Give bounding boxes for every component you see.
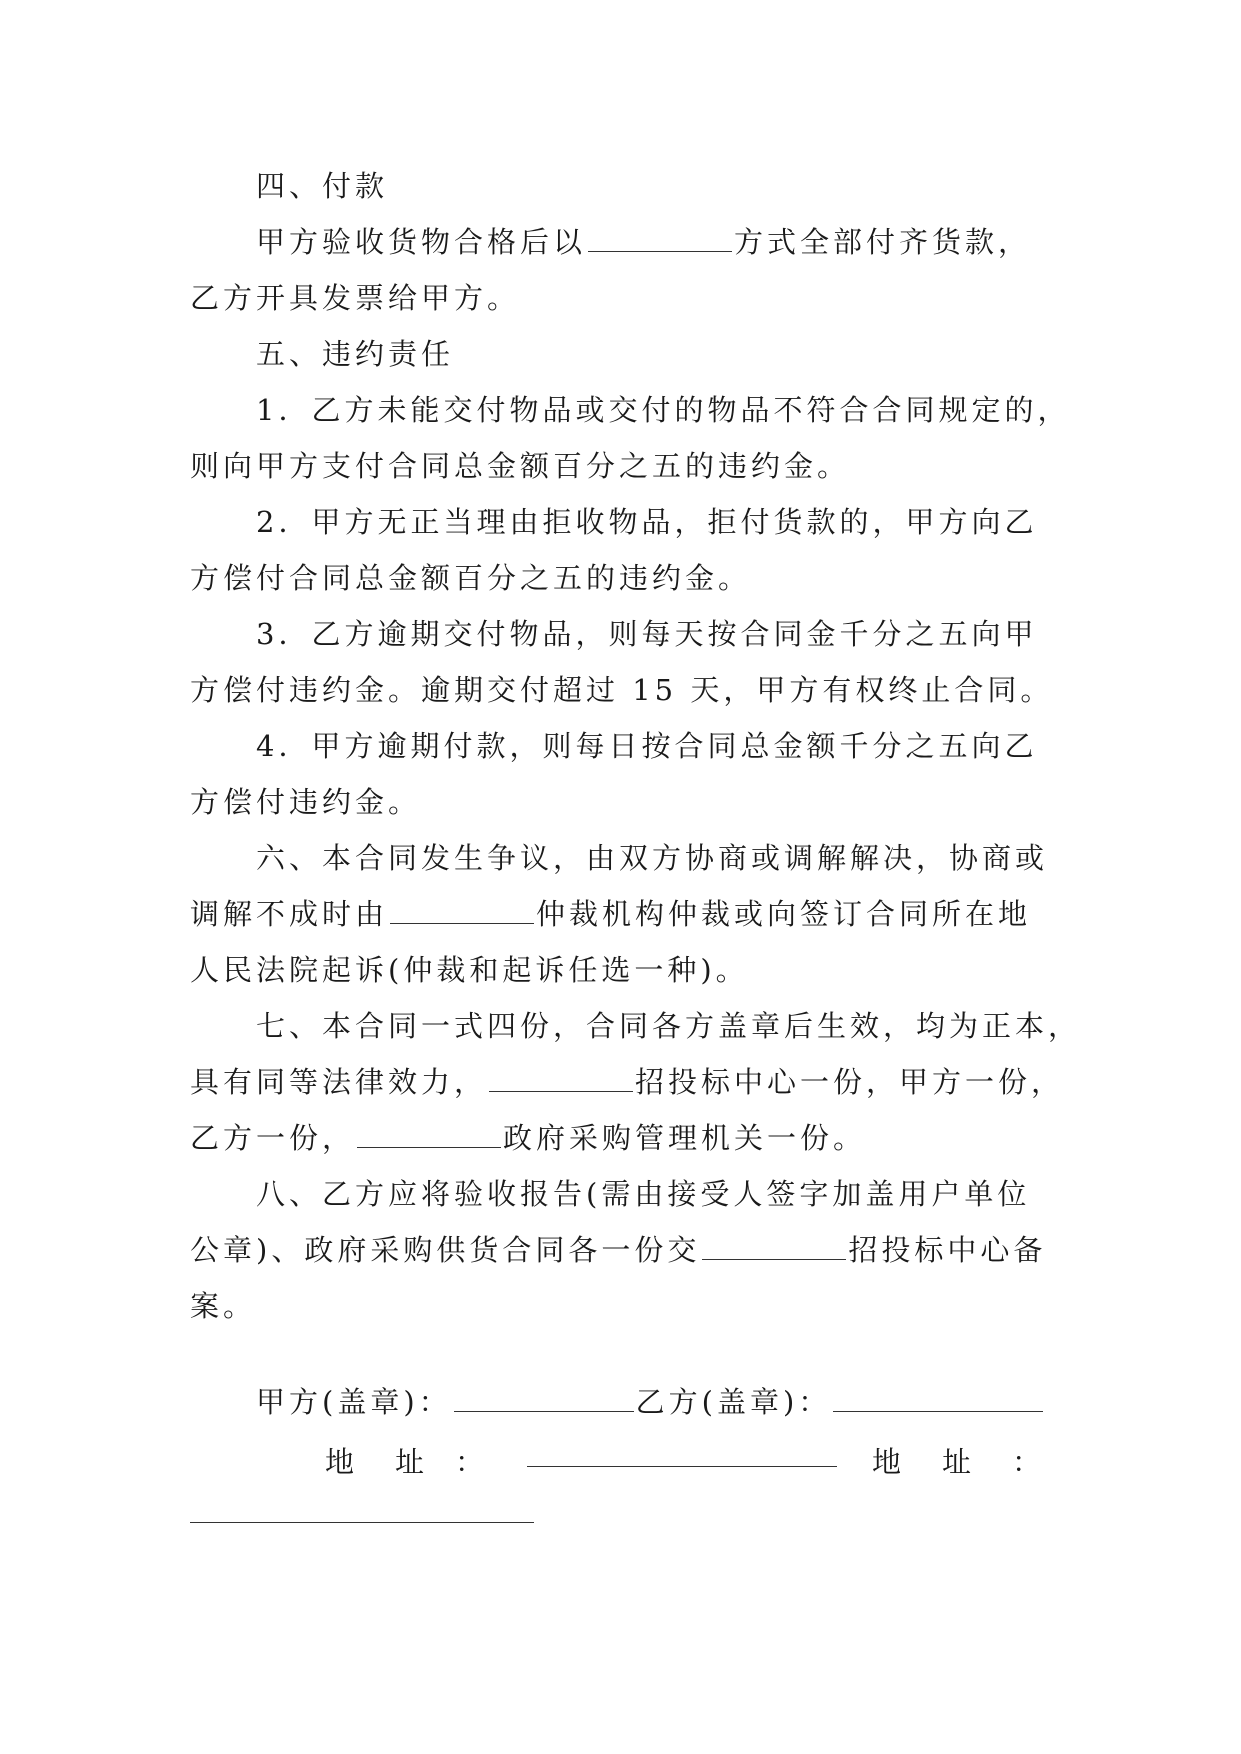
procurement-authority-blank: [357, 1121, 501, 1148]
section-6-line-1: 六、本合同发生争议，由双方协商或调解解决，协商或: [256, 841, 1049, 875]
section-5-item-3-line-2: 方偿付违约金。逾期交付超过 15 天，甲方有权终止合同。: [190, 673, 1054, 707]
party-a-address-blank: [527, 1440, 837, 1467]
party-a-address-label-2: 址: [395, 1445, 425, 1479]
section-5-item-4-line-1: 4．甲方逾期付款，则每日按合同总金额千分之五向乙: [256, 729, 1038, 763]
section-6-line-2: 调解不成时由 仲裁机构仲裁或向签订合同所在地: [190, 897, 1032, 931]
party-a-address-label-1: 地: [325, 1445, 355, 1479]
section-6-line-3: 人民法院起诉(仲裁和起诉任选一种)。: [190, 953, 749, 987]
address-line: [190, 1442, 1070, 1482]
section-5-item-4-line-2: 方偿付违约金。: [190, 785, 422, 819]
section-4-line-2: 乙方开具发票给甲方。: [190, 281, 521, 315]
party-b-seal-blank: [833, 1385, 1043, 1412]
section-4-heading: 四、付款: [256, 169, 389, 203]
signature-line: [256, 1382, 1070, 1422]
party-b-address-label-2: 址: [942, 1445, 972, 1479]
payment-method-blank: [588, 225, 732, 252]
party-b-seal-label: 乙方(盖章)：: [635, 1385, 832, 1419]
section-7-line-1: 七、本合同一式四份，合同各方盖章后生效，均为正本，: [256, 1009, 1082, 1043]
bidding-center-blank: [489, 1065, 633, 1092]
section-5-item-3-line-1: 3．乙方逾期交付物品，则每天按合同金千分之五向甲: [256, 617, 1038, 651]
party-b-address-colon: ：: [1012, 1445, 1042, 1479]
section-5-item-1-line-2: 则向甲方支付合同总金额百分之五的违约金。: [190, 449, 851, 483]
filing-center-blank: [702, 1233, 846, 1260]
section-5-heading: 五、违约责任: [256, 337, 455, 371]
section-8-line-3: 案。: [190, 1289, 257, 1323]
party-b-address-blank: [190, 1522, 534, 1523]
arbitration-body-blank: [390, 897, 534, 924]
section-5-item-2-line-1: 2．甲方无正当理由拒收物品，拒付货款的，甲方向乙: [256, 505, 1038, 539]
section-8-line-1: 八、乙方应将验收报告(需由接受人签字加盖用户单位: [256, 1177, 1031, 1211]
section-7-line-3: 乙方一份， 政府采购管理机关一份。: [190, 1121, 867, 1155]
section-5-item-1-line-1: 1．乙方未能交付物品或交付的物品不符合合同规定的，: [256, 393, 1071, 427]
section-7-line-2: 具有同等法律效力， 招投标中心一份，甲方一份，: [190, 1065, 1065, 1099]
section-4-line-1: 甲方验收货物合格后以 方式全部付齐货款，: [256, 225, 1032, 259]
party-b-address-label-1: 地: [872, 1445, 902, 1479]
party-a-seal-blank: [454, 1385, 634, 1412]
party-a-seal-label: 甲方(盖章)：: [256, 1385, 452, 1419]
section-5-item-2-line-2: 方偿付合同总金额百分之五的违约金。: [190, 561, 752, 595]
section-8-line-2: 公章)、政府采购供货合同各一份交 招投标中心备: [190, 1233, 1047, 1267]
party-a-address-colon: ：: [455, 1445, 485, 1479]
